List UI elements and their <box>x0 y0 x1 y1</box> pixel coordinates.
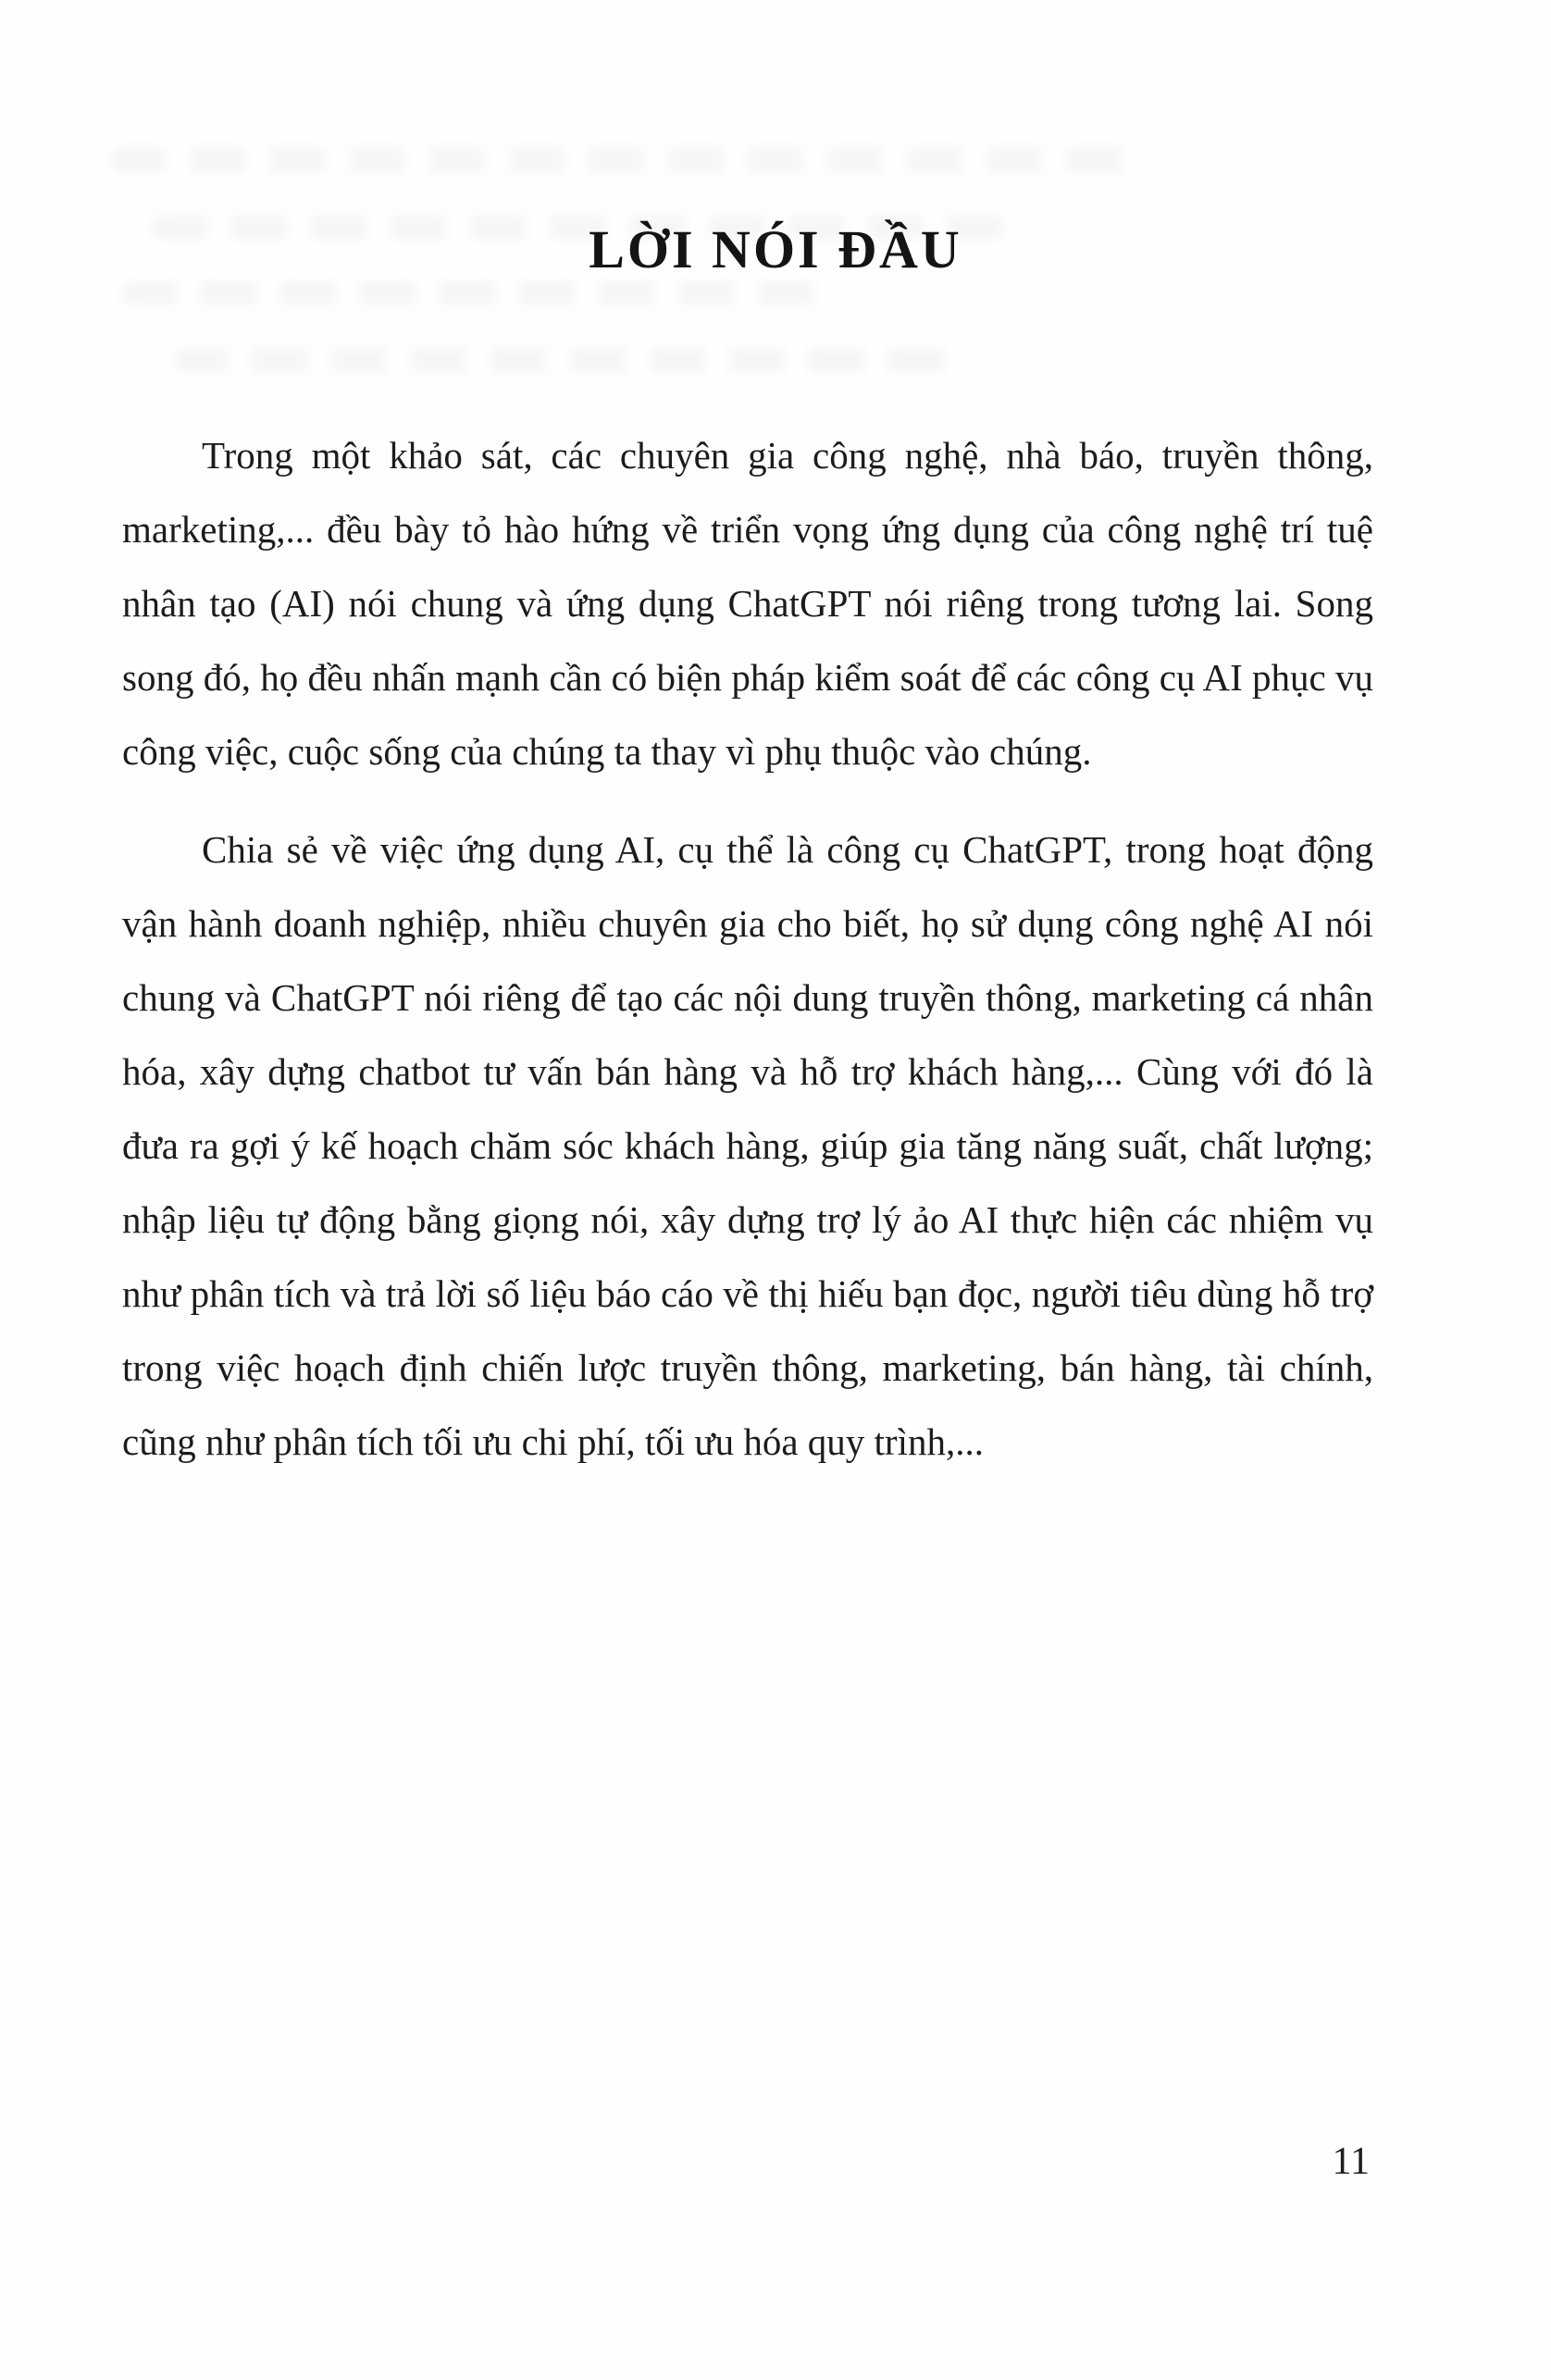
body-text <box>122 418 1373 1503</box>
paragraph: Chia sẻ về việc ứng dụng AI, cụ thể là công cụ ChatGPT, trong hoạt động vận hành doanh nghiệp, nhiều chuyên gia cho biết, họ sử dụng công nghệ AI nói chung và ChatGPT nói riêng để tạo các nội dung truyền thông, marketing cá nhân hóa, xây dựng chatbot tư vấn bán hàng và hỗ trợ khách hàng,... Cùng với đó là đưa ra gợi ý kế hoạch chăm sóc khách hàng, giúp gia tăng năng suất, chất lượng; nhập liệu tự động bằng giọng nói, xây dựng trợ lý ảo AI thực hiện các nhiệm vụ như phân tích và trả lời số liệu báo cáo về thị hiếu bạn đọc, người tiêu dùng hỗ trợ trong việc hoạch định chiến lược truyền thông, marketing, bán hàng, tài chính, cũng như phân tích tối ưu chi phí, tối ưu hóa quy trình,... <box>122 828 1373 1463</box>
page-number: 11 <box>1332 2140 1370 2183</box>
page-title: LỜI NÓI ĐẦU <box>589 219 962 279</box>
print-bleed-artifact <box>111 148 1129 426</box>
paragraph: Trong một khảo sát, các chuyên gia công nghệ, nhà báo, truyền thông, marketing,... đều bày tỏ hào hứng về triển vọng ứng dụng của công nghệ trí tuệ nhân tạo (AI) nói chung và ứng dụng ChatGPT nói riêng trong tương lai. Song song đó, họ đều nhấn mạnh cần có biện pháp kiểm soát để các công cụ AI phục vụ công việc, cuộc sống của chúng ta thay vì phụ thuộc vào chúng. <box>122 434 1373 773</box>
